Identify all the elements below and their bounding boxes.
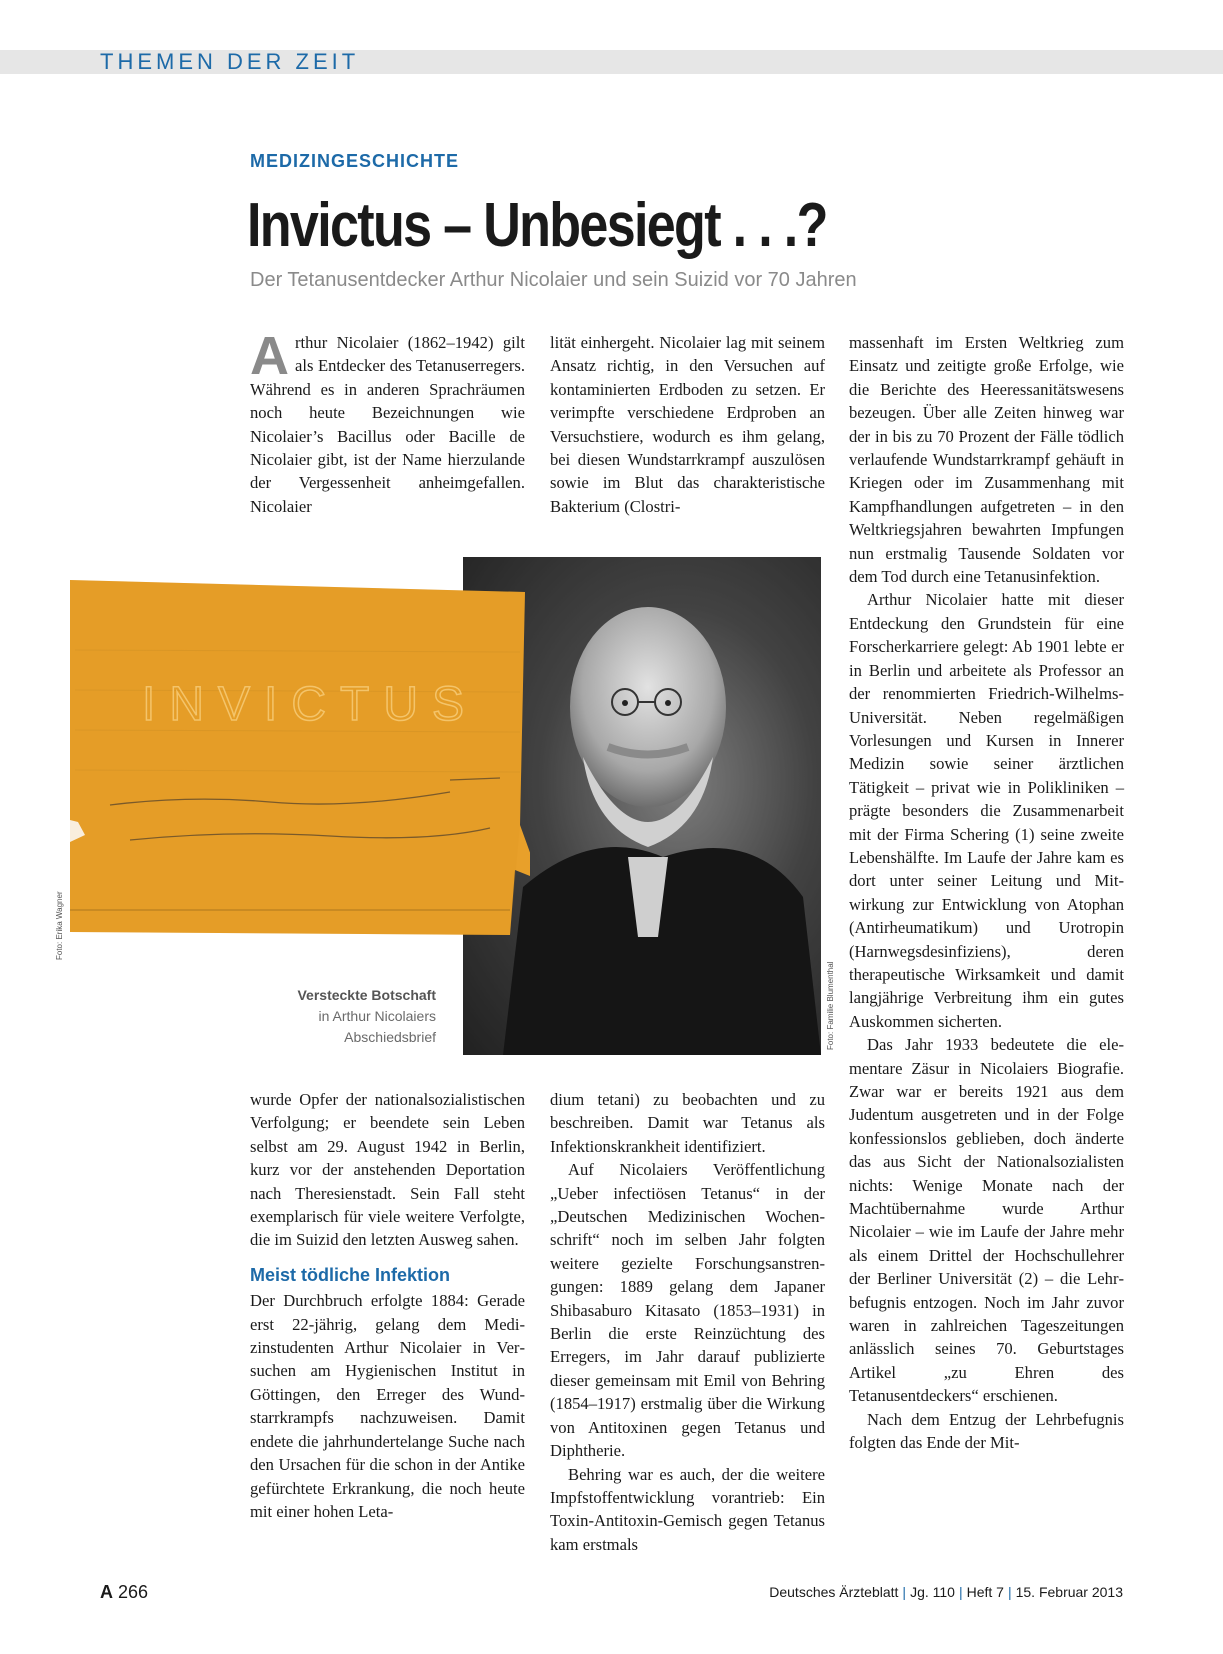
article-title: Invictus – Unbesiegt . . .? xyxy=(247,191,827,260)
page-prefix: A xyxy=(100,1582,113,1602)
journal-info xyxy=(769,1584,1123,1600)
column-2-bottom xyxy=(550,1088,825,1556)
article-subtitle: Der Tetanusentdecker Arthur Nicolaier und sein Suizid vor 70 Jahren xyxy=(250,269,857,291)
column-2-top xyxy=(550,331,825,518)
drop-cap: A xyxy=(250,326,289,386)
journal-date: 15. Februar 2013 xyxy=(1015,1584,1123,1600)
paragraph: Arthur Nicolaier hatte mit dieser Entdeckung den Grundstein für eine Forscherkarriere gelegt: Ab 1901 lebte er in Berlin und arbeitete als Professor an der renommierten Friedrich-Wilhelms-Universität. Neben regelmäßigen Vorlesungen und Kursen in Innerer Medizin sowie seiner ärztlichen Tätigkeit – privat wie in Polikliniken – prägte besonders die Zusammenarbeit mit der Firma Schering (1) seine zweite Lebenshälfte. Im Laufe der Jahre kam es dort unter seiner Leitung und Mitwirkung zur Entwicklung von Atophan (Antirheumatikum) und Urotropin (Harnwegsdesinfiziens), deren therapeutische Wirksamkeit und damit langjährige Verbreitung ihm ein gutes Auskommen sicherten. xyxy=(849,590,1124,1031)
figure-caption xyxy=(250,985,436,1048)
column-3 xyxy=(849,331,1124,1455)
photo-credit-letter: Foto: Erika Wagner xyxy=(55,891,64,960)
caption-title: Versteckte Botschaft xyxy=(297,987,436,1003)
embossed-word: INVICTUS xyxy=(142,678,479,731)
column-1-bottom xyxy=(250,1088,525,1523)
journal-issue: Heft 7 xyxy=(966,1584,1004,1600)
caption-line: in Arthur Nicolaiers xyxy=(318,1008,436,1024)
paragraph: Der Durchbruch erfolgte 1884: Gerade erst 22-jährig, gelang dem Medizinstudenten Arthur Nicolaier in Versuchen am Hygienischen Institut in Göttingen, den Erreger des Wundstarrkrampfs nachzuweisen. Damit endete die jahrhundertelange Suche nach den Ursachen für die schon in der Antike gefürchtete Erkrankung, die noch heute mit einer hohen Leta- xyxy=(250,1291,525,1521)
paragraph: Das Jahr 1933 bedeutete die elementare Zäsur in Nicolaiers Biografie. Zwar war er bereits 1921 aus dem Judentum ausgetreten und in der Folge konfessionslos geblieben, doch änderte das aus Sicht der Nationalsozialisten nichts: Wenige Monate nach der Machtübernahme wurde Arthur Nicolaier – wie im Laufe der Jahre mehr als einem Drittel der Hochschullehrer der Berliner Universität (2) – die Lehrbefugnis entzogen. Noch im Jahr zuvor waren in zahlreichen Tageszeitungen anlässlich seines 70. Geburtstages Artikel „zu Ehren des Tetanusentdeckers“ erschienen. xyxy=(849,1035,1124,1406)
paragraph: Auf Nicolaiers Veröffentlichung „Ueber infectiösen Tetanus“ in der „Deutschen Medizinischen Wochenschrift“ noch im selben Jahr folgten weitere gezielte Forschungsanstrengungen: 1889 gelang dem Japaner Shibasaburo Kitasato (1853–1931) in Berlin die erste Reinzüchtung des Erregers, im Jahr darauf publizierte dieser gemeinsam mit Emil von Behring (1854–1917) erstmalig über die Wirkung von Antitoxinen gegen Tetanus und Diphtherie. xyxy=(550,1160,825,1461)
article-kicker: MEDIZINGESCHICHTE xyxy=(250,151,460,171)
section-subheading: Meist tödliche Infektion xyxy=(250,1264,451,1285)
letter-illustration xyxy=(70,580,530,935)
journal-volume: Jg. 110 xyxy=(910,1584,955,1600)
paragraph: Nach dem Entzug der Lehrbefugnis folgten das Ende der Mit- xyxy=(849,1409,1124,1453)
separator: | xyxy=(958,1584,963,1600)
paragraph: rthur Nicolaier (1862–1942) gilt als Entdecker des Tetanuserregers. Während es in anderen Sprachräumen noch heute Bezeichnungen wie Nicolaier’s Bacillus oder Bacille de Nicolaier gibt, ist der Name hierzulande der Vergessenheit anheimgefallen. Nicolaier xyxy=(250,333,525,516)
farewell-letter-image xyxy=(70,580,530,935)
section-label: THEMEN DER ZEIT xyxy=(100,49,360,74)
paragraph: lität einhergeht. Nicolaier lag mit seinem Ansatz richtig, in den Versuchen auf kontaminierten Erdboden zu setzen. Er verimpfte verschiedene Erdproben an Versuchstiere, wodurch es ihm gelang, bei diesen Wundstarrkrampf auszulösen sowie im Blut das charakteristische Bakterium (Clostri- xyxy=(550,333,825,516)
paragraph: wurde Opfer der nationalsozialistischen Verfolgung; er beendete sein Leben selbst am 29. August 1942 in Berlin, kurz vor der anstehenden Deportation nach Theresienstadt. Sein Fall steht exemplarisch für viele weitere Verfolgte, die im Suizid den letzten Ausweg sahen. xyxy=(250,1090,525,1250)
photo-credit-portrait: Foto: Familie Blumenthal xyxy=(826,961,835,1050)
separator: | xyxy=(1007,1584,1012,1600)
paragraph: massenhaft im Ersten Weltkrieg zum Einsatz und zeitigte große Erfolge, wie die Berichte des Heeressanitätswesens bezeugen. Über alle Zeiten hinweg war der in bis zu 70 Prozent der Fälle tödlich verlaufende Wundstarrkrampf gehäuft in Kriegen oder im Zusammenhang mit Kampfhandlungen aufgetreten – in den Weltkriegsjahren bewahrten Impfungen nun erstmalig Tausende Soldaten vor dem Tod durch eine Tetanusinfektion. xyxy=(849,333,1124,587)
page-number-value: 266 xyxy=(118,1582,149,1602)
caption-line: Abschiedsbrief xyxy=(344,1029,436,1045)
paragraph: dium tetani) zu beobachten und zu beschreiben. Damit war Tetanus als Infektionskrankheit identifiziert. xyxy=(550,1090,825,1156)
column-1-top xyxy=(250,326,525,518)
page-number xyxy=(100,1582,148,1603)
separator: | xyxy=(902,1584,907,1600)
journal-name: Deutsches Ärzteblatt xyxy=(769,1584,899,1600)
paragraph: Behring war es auch, der die weitere Impfstoffentwicklung vorantrieb: Ein Toxin-Antitoxin-Gemisch gegen Tetanus kam erstmals xyxy=(550,1464,825,1554)
